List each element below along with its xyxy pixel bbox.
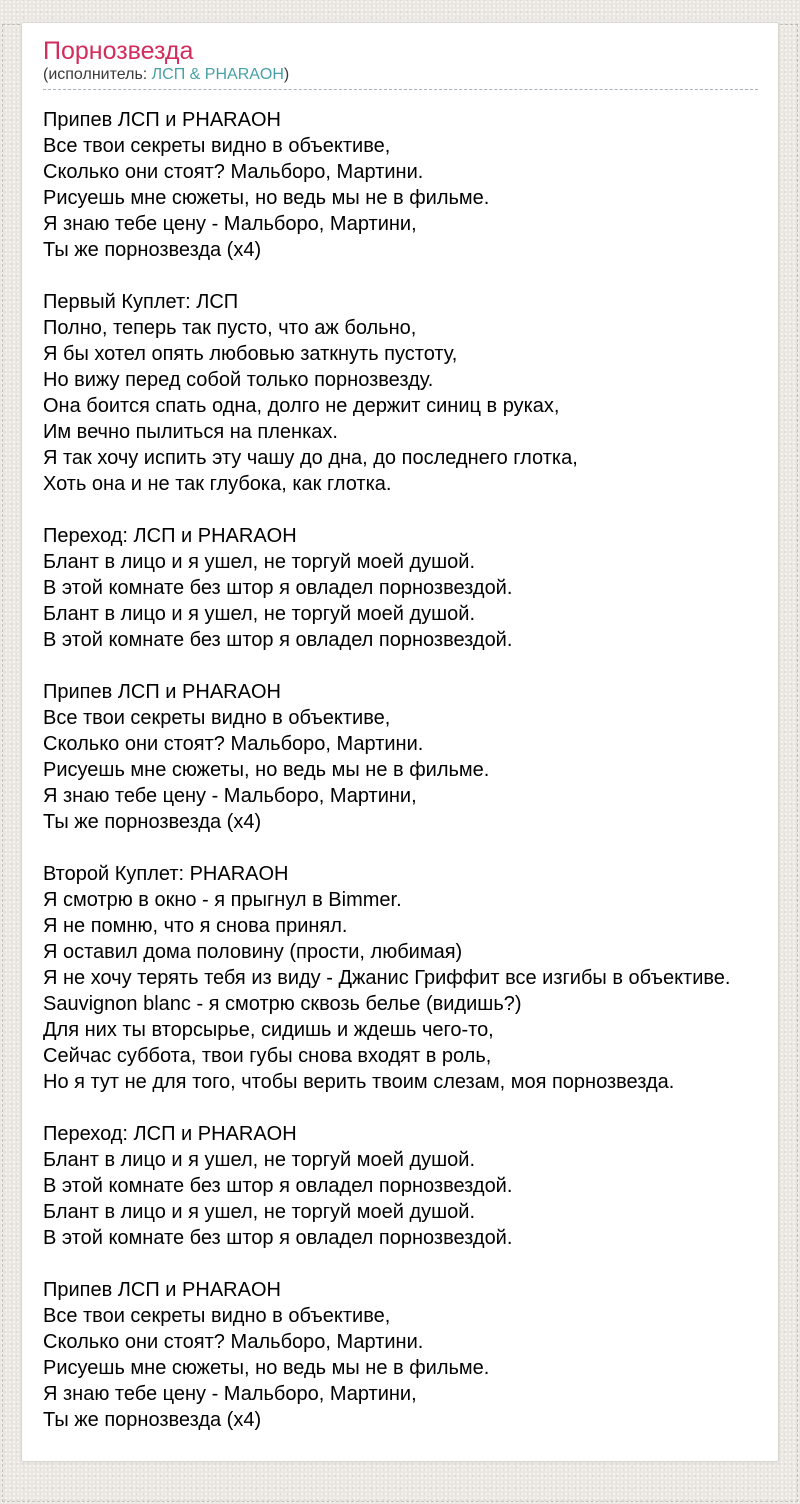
lyrics-line: Она боится спать одна, долго не держит синиц в руках, [43,395,560,417]
lyrics-line: В этой комнате без штор я овладел порнозвездой. [43,1175,513,1197]
lyrics-line: Но я тут не для того, чтобы верить твоим слезам, моя порнозвезда. [43,1071,675,1093]
lyrics-line: Я знаю тебе цену - Мальборо, Мартини, [43,785,417,807]
lyrics-line: Я бы хотел опять любовью заткнуть пустоту, [43,343,458,365]
lyrics-line: Хоть она и не так глубока, как глотка. [43,473,392,495]
lyrics-line: Все твои секреты видно в объективе, [43,1305,391,1327]
lyrics-block [43,679,758,835]
lyrics-line: Полно, теперь так пусто, что аж больно, [43,317,417,339]
lyrics-block [43,107,758,263]
lyrics-line: Сейчас суббота, твои губы снова входят в роль, [43,1045,492,1067]
lyrics-line: В этой комнате без штор я овладел порнозвездой. [43,577,513,599]
lyrics-text [43,107,758,1433]
lyrics-line: В этой комнате без штор я овладел порнозвездой. [43,1227,513,1249]
lyrics-line: Припев ЛСП и PHARAOH [43,109,281,131]
lyrics-block [43,861,758,1095]
lyrics-line: Я не хочу терять тебя из виду - Джанис Гриффит все изгибы в объективе. [43,967,731,989]
lyrics-block [43,1121,758,1251]
lyrics-line: Рисуешь мне сюжеты, но ведь мы не в фильме. [43,187,490,209]
lyrics-line: Я не помню, что я снова принял. [43,915,348,937]
lyrics-line: Ты же порнозвезда (x4) [43,239,262,261]
lyrics-line: Первый Куплет: ЛСП [43,291,239,313]
lyrics-line: Все твои секреты видно в объективе, [43,135,391,157]
lyrics-card [21,22,779,1462]
lyrics-line: Блант в лицо и я ушел, не торгуй моей душой. [43,551,476,573]
lyrics-block [43,523,758,653]
lyrics-line: Им вечно пылиться на пленках. [43,421,338,443]
lyrics-line: Переход: ЛСП и PHARAOH [43,525,297,547]
artist-line [43,65,758,90]
lyrics-line: Все твои секреты видно в объективе, [43,707,391,729]
lyrics-line: Но вижу перед собой только порнозвезду. [43,369,434,391]
artist-label: (исполнитель: [43,66,152,83]
lyrics-line: Припев ЛСП и PHARAOH [43,681,281,703]
lyrics-line: Я смотрю в окно - я прыгнул в Bimmer. [43,889,402,911]
lyrics-line: Для них ты вторсырье, сидишь и ждешь чего-то, [43,1019,494,1041]
lyrics-line: Второй Куплет: PHARAOH [43,863,289,885]
lyrics-line: Сколько они стоят? Мальборо, Мартини. [43,733,424,755]
lyrics-line: Припев ЛСП и PHARAOH [43,1279,281,1301]
lyrics-line: Рисуешь мне сюжеты, но ведь мы не в фильме. [43,1357,490,1379]
lyrics-line: Переход: ЛСП и PHARAOH [43,1123,297,1145]
artist-link[interactable]: ЛСП & PHARAOH [151,66,284,83]
lyrics-line: Я так хочу испить эту чашу до дна, до последнего глотка, [43,447,578,469]
lyrics-line: Рисуешь мне сюжеты, но ведь мы не в фильме. [43,759,490,781]
lyrics-line: В этой комнате без штор я овладел порнозвездой. [43,629,513,651]
lyrics-line: Ты же порнозвезда (x4) [43,811,262,833]
lyrics-line: Я оставил дома половину (прости, любимая) [43,941,463,963]
song-title: Порнозвезда [43,37,194,65]
lyrics-block [43,1277,758,1433]
lyrics-line: Ты же порнозвезда (x4) [43,1409,262,1431]
lyrics-line: Блант в лицо и я ушел, не торгуй моей душой. [43,603,476,625]
artist-line-suffix: ) [283,66,290,83]
lyrics-line: Я знаю тебе цену - Мальборо, Мартини, [43,1383,417,1405]
lyrics-line: Сколько они стоят? Мальборо, Мартини. [43,161,424,183]
lyrics-line: Я знаю тебе цену - Мальборо, Мартини, [43,213,417,235]
lyrics-line: Сколько они стоят? Мальборо, Мартини. [43,1331,424,1353]
lyrics-line: Блант в лицо и я ушел, не торгуй моей душой. [43,1201,476,1223]
lyrics-block [43,289,758,497]
lyrics-line: Блант в лицо и я ушел, не торгуй моей душой. [43,1149,476,1171]
lyrics-line: Sauvignon blanc - я смотрю сквозь белье (видишь?) [43,993,522,1015]
